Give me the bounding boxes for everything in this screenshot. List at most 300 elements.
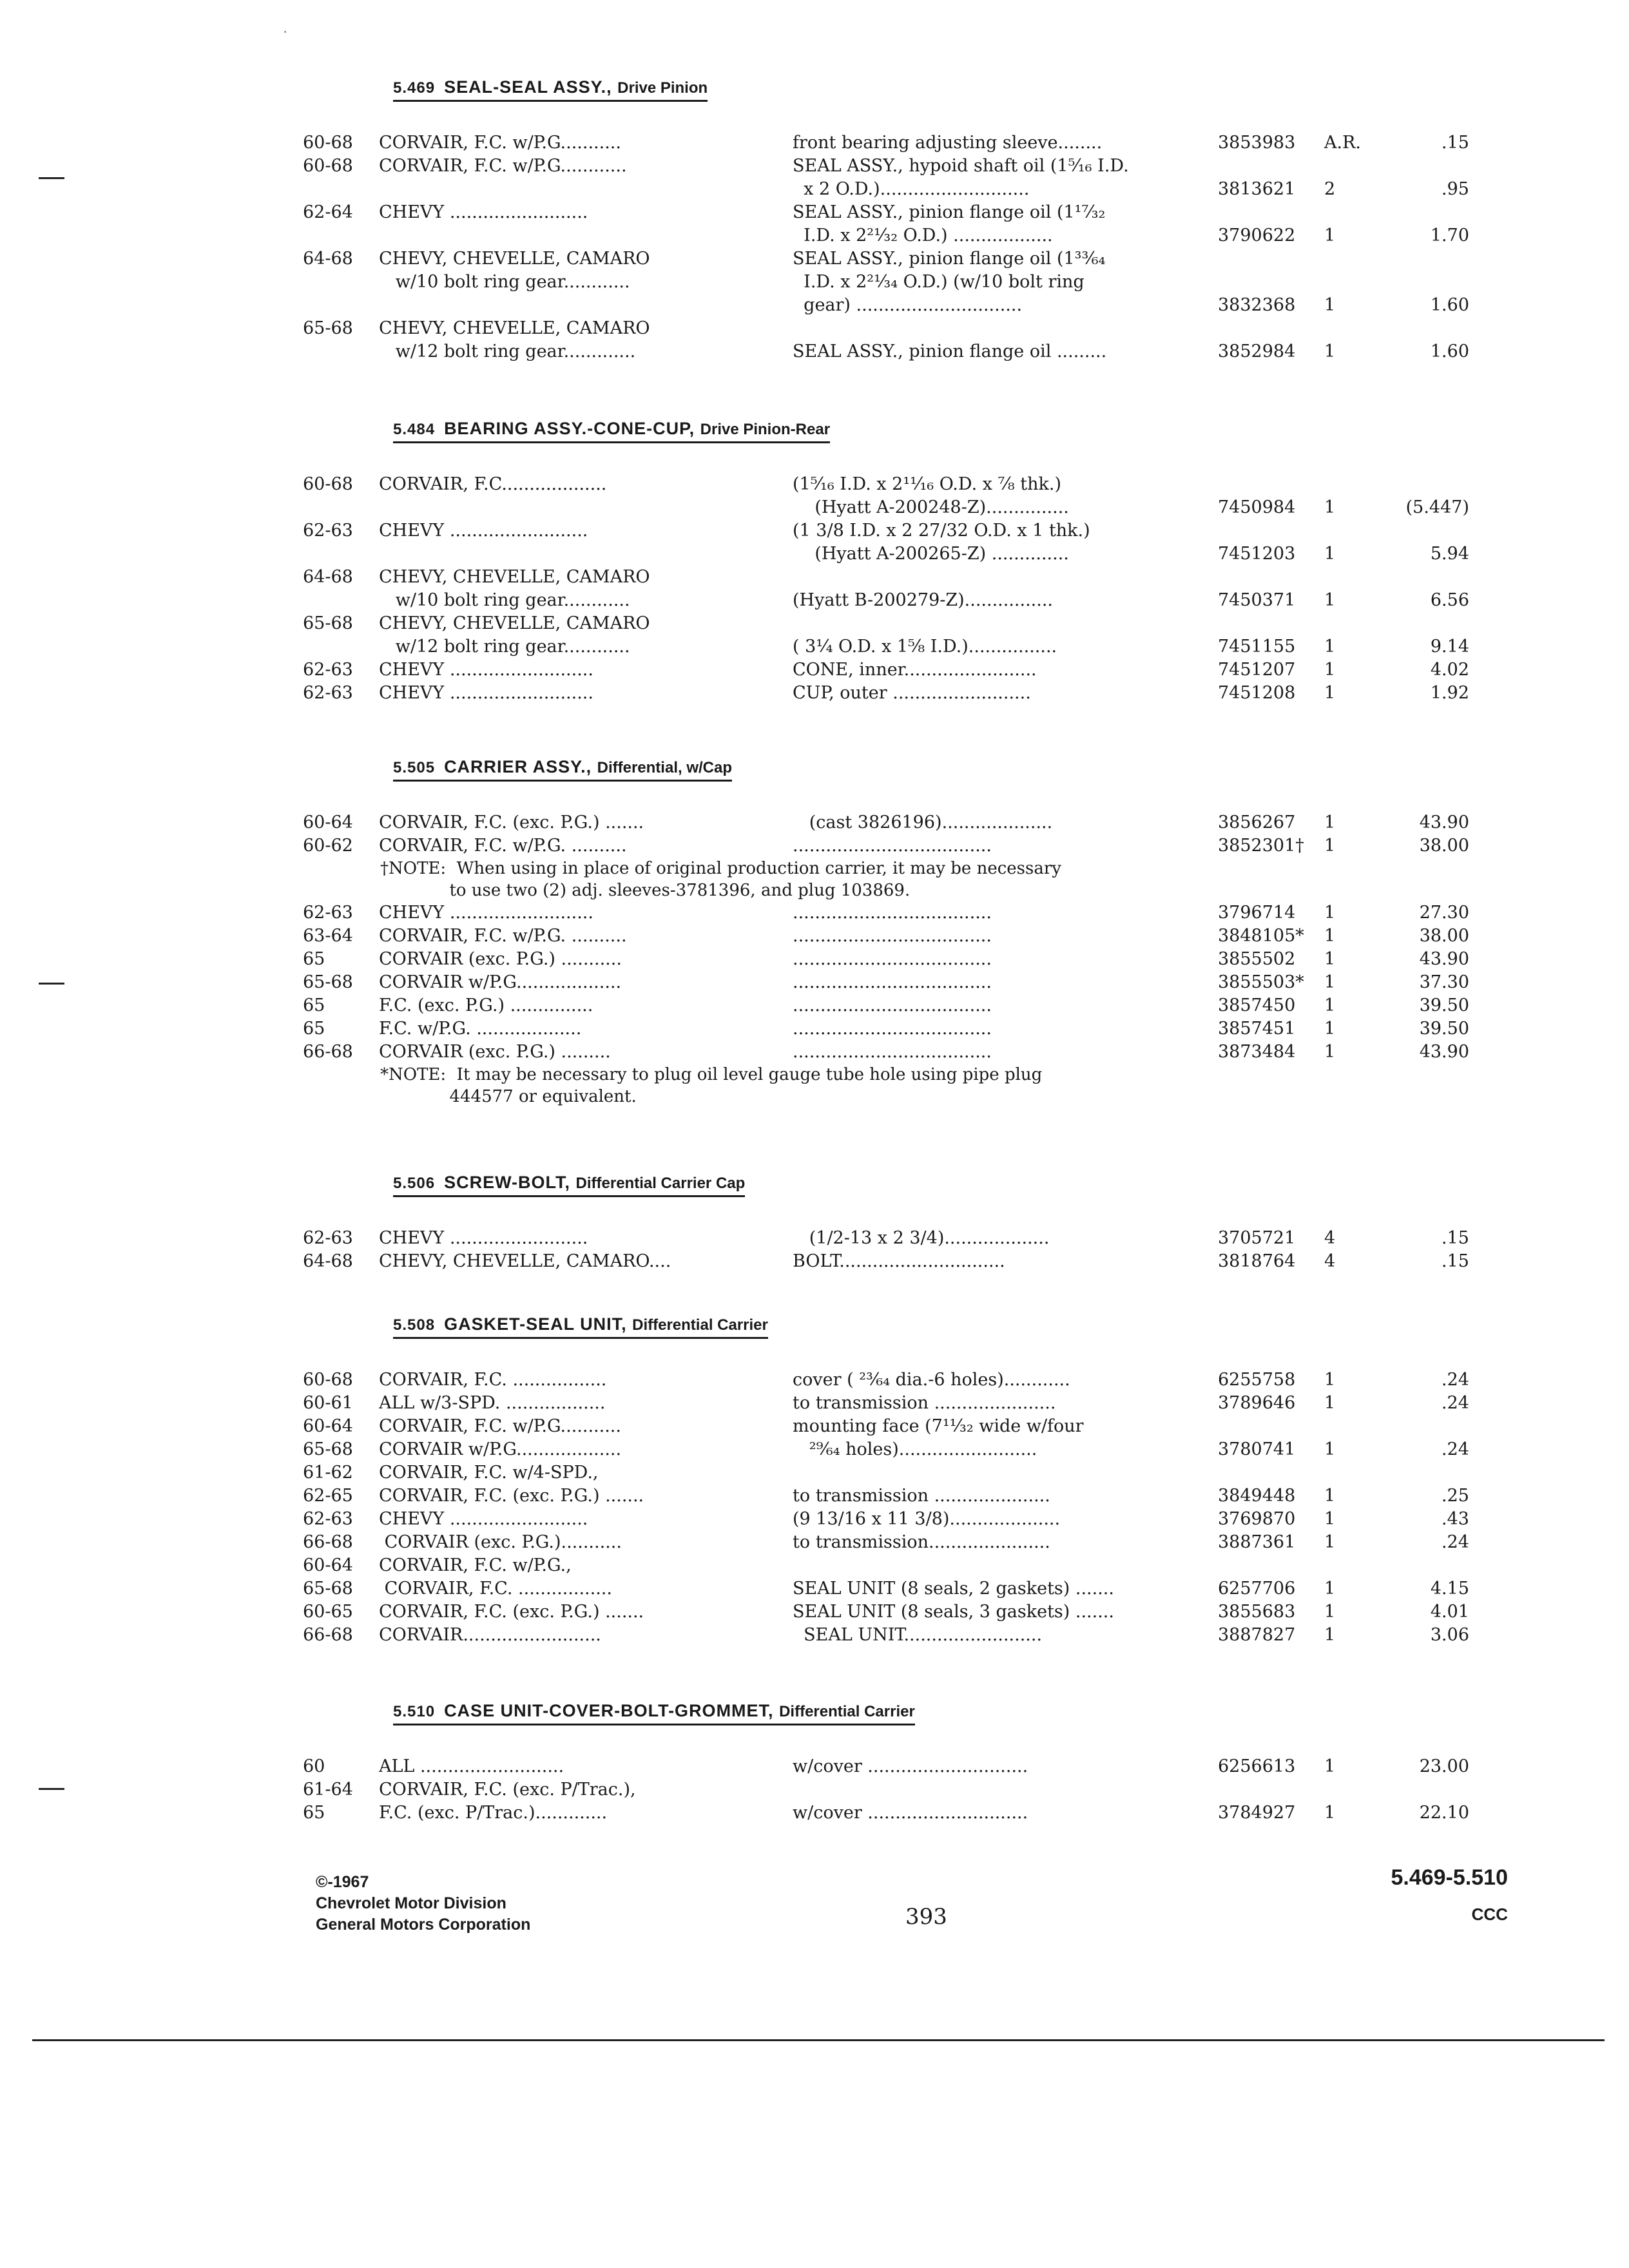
part-number: 7450371 bbox=[1218, 590, 1296, 610]
description: (Hyatt B-200279-Z)................ bbox=[793, 590, 1053, 610]
model: CORVAIR, F.C. w/4-SPD., bbox=[379, 1463, 599, 1483]
part-row bbox=[303, 1415, 1489, 1438]
quantity: 1 bbox=[1324, 972, 1336, 992]
section-5-506 bbox=[303, 1173, 1489, 1271]
model: CORVAIR, F.C. (exc. P.G.) ....... bbox=[379, 812, 644, 832]
year-range: 66-68 bbox=[303, 1042, 353, 1062]
model: CORVAIR, F.C. w/P.G. .......... bbox=[379, 836, 627, 856]
price: .15 bbox=[1441, 1251, 1469, 1271]
margin-mark bbox=[39, 177, 64, 179]
description: (Hyatt A-200248-Z)............... bbox=[793, 497, 1069, 517]
model: CORVAIR, F.C. (exc. P/Trac.), bbox=[379, 1780, 636, 1800]
part-row bbox=[303, 994, 1489, 1017]
part-number: 3849448 bbox=[1218, 1486, 1296, 1506]
part-number: 3813621 bbox=[1218, 179, 1296, 199]
section-range: 5.469-5.510 bbox=[1391, 1865, 1508, 1890]
part-number: 3887827 bbox=[1218, 1625, 1296, 1645]
part-number: 7451155 bbox=[1218, 637, 1296, 657]
part-number: 3856267 bbox=[1218, 812, 1296, 832]
part-number: 3853983 bbox=[1218, 133, 1296, 153]
year-range: 63-64 bbox=[303, 926, 353, 946]
quantity: 2 bbox=[1324, 179, 1336, 199]
footnote: *NOTE: It may be necessary to plug oil level gauge tube hole using pipe plug 444577 or equivalent. bbox=[380, 1065, 1043, 1106]
model: ALL w/3-SPD. .................. bbox=[379, 1393, 606, 1413]
section-subheading: Differential Carrier bbox=[779, 1703, 915, 1720]
description: ²⁹⁄₆₄ holes)......................... bbox=[793, 1439, 1037, 1459]
year-range: 65-68 bbox=[303, 972, 353, 992]
year-range: 62-63 bbox=[303, 903, 353, 923]
part-number: 6255758 bbox=[1218, 1370, 1296, 1390]
part-row bbox=[303, 901, 1489, 925]
description: .................................... bbox=[793, 836, 992, 856]
description: .................................... bbox=[793, 903, 992, 923]
section-subheading: Differential Carrier Cap bbox=[575, 1175, 746, 1192]
description: .................................... bbox=[793, 1042, 992, 1062]
part-number: 3796714 bbox=[1218, 903, 1296, 923]
section-subheading: Drive Pinion bbox=[617, 79, 708, 97]
price: .24 bbox=[1441, 1532, 1469, 1552]
section-title bbox=[393, 77, 708, 102]
section-number: 5.508 bbox=[393, 1316, 436, 1334]
quantity: 1 bbox=[1324, 995, 1336, 1015]
part-row bbox=[303, 1041, 1489, 1064]
price: 5.94 bbox=[1430, 544, 1469, 564]
year-range: 65 bbox=[303, 995, 325, 1015]
price: 37.30 bbox=[1419, 972, 1469, 992]
description: x 2 O.D.)........................... bbox=[793, 179, 1030, 199]
section-heading: GASKET-SEAL UNIT, bbox=[444, 1314, 627, 1334]
price: 4.02 bbox=[1430, 660, 1469, 680]
description: .................................... bbox=[793, 926, 992, 946]
description: SEAL UNIT (8 seals, 2 gaskets) ....... bbox=[793, 1579, 1114, 1599]
model: CORVAIR, F.C. (exc. P.G.) ....... bbox=[379, 1602, 644, 1622]
model: CHEVY ......................... bbox=[379, 1228, 588, 1248]
part-row bbox=[303, 340, 1489, 363]
part-row bbox=[303, 1017, 1489, 1041]
part-number: 3887361 bbox=[1218, 1532, 1296, 1552]
footnote: †NOTE: When using in place of original production carrier, it may be necessary to use two (2) adj. sleeves-3781396, and plug 103869. bbox=[380, 859, 1061, 900]
year-range: 62-63 bbox=[303, 683, 353, 703]
part-row bbox=[303, 543, 1489, 566]
description: (9 13/16 x 11 3/8).................... bbox=[793, 1509, 1061, 1529]
quantity: 1 bbox=[1324, 836, 1336, 856]
year-range: 65-68 bbox=[303, 318, 353, 338]
model: F.C. (exc. P/Trac.)............. bbox=[379, 1803, 608, 1823]
year-range: 64-68 bbox=[303, 249, 353, 269]
description: cover ( ²³⁄₆₄ dia.-6 holes)............ bbox=[793, 1370, 1070, 1390]
year-range: 64-68 bbox=[303, 1251, 353, 1271]
price: 4.15 bbox=[1430, 1579, 1469, 1599]
part-row bbox=[303, 1369, 1489, 1392]
year-range: 65-68 bbox=[303, 1579, 353, 1599]
section-subheading: Differential, w/Cap bbox=[597, 759, 732, 776]
quantity: 1 bbox=[1324, 812, 1336, 832]
quantity: 1 bbox=[1324, 1509, 1336, 1529]
description: to transmission ..................... bbox=[793, 1486, 1050, 1506]
year-range: 60-68 bbox=[303, 156, 353, 176]
price: 1.60 bbox=[1430, 295, 1469, 315]
model: CHEVY ......................... bbox=[379, 1509, 588, 1529]
price: 39.50 bbox=[1419, 1019, 1469, 1039]
model: CHEVY ......................... bbox=[379, 521, 588, 541]
quantity: 1 bbox=[1324, 1019, 1336, 1039]
part-row bbox=[303, 1392, 1489, 1415]
description: SEAL ASSY., hypoid shaft oil (1⁵⁄₁₆ I.D. bbox=[793, 156, 1129, 176]
price: 4.01 bbox=[1430, 1602, 1469, 1622]
year-range: 62-65 bbox=[303, 1486, 353, 1506]
model: w/12 bolt ring gear............. bbox=[379, 341, 636, 361]
description: ( 3¹⁄₄ O.D. x 1⁵⁄₈ I.D.)................ bbox=[793, 637, 1057, 657]
model: CHEVY, CHEVELLE, CAMARO bbox=[379, 567, 650, 587]
quantity: 4 bbox=[1324, 1228, 1336, 1248]
price: 1.92 bbox=[1430, 683, 1469, 703]
year-range: 61-62 bbox=[303, 1463, 353, 1483]
part-number: 3780741 bbox=[1218, 1439, 1296, 1459]
model: w/12 bolt ring gear............ bbox=[379, 637, 630, 657]
section-title bbox=[393, 419, 830, 443]
price: (5.447) bbox=[1405, 497, 1469, 517]
part-number: 3705721 bbox=[1218, 1228, 1296, 1248]
description: SEAL ASSY., pinion flange oil ......... bbox=[793, 341, 1107, 361]
description: SEAL UNIT (8 seals, 3 gaskets) ....... bbox=[793, 1602, 1114, 1622]
footer-range bbox=[1353, 1865, 1508, 1925]
price: 23.00 bbox=[1419, 1756, 1469, 1776]
model: CORVAIR w/P.G................... bbox=[379, 972, 622, 992]
part-number: 3852301† bbox=[1218, 836, 1304, 856]
price: 43.90 bbox=[1419, 1042, 1469, 1062]
model: CORVAIR, F.C. w/P.G........... bbox=[379, 1416, 621, 1436]
price: 9.14 bbox=[1430, 637, 1469, 657]
quantity: 1 bbox=[1324, 341, 1336, 361]
bottom-rule bbox=[32, 2039, 1605, 2041]
part-row bbox=[303, 1461, 1489, 1485]
part-row bbox=[303, 1508, 1489, 1531]
year-range: 65-68 bbox=[303, 613, 353, 633]
year-range: 65-68 bbox=[303, 1439, 353, 1459]
model: F.C. (exc. P.G.) ............... bbox=[379, 995, 593, 1015]
part-row bbox=[303, 247, 1489, 271]
year-range: 60-61 bbox=[303, 1393, 353, 1413]
section-title bbox=[393, 757, 732, 782]
description: .................................... bbox=[793, 1019, 992, 1039]
section-5-484 bbox=[303, 419, 1489, 703]
model: CHEVY ......................... bbox=[379, 202, 588, 222]
price: .24 bbox=[1441, 1370, 1469, 1390]
part-row bbox=[303, 1778, 1489, 1802]
quantity: 1 bbox=[1324, 637, 1336, 657]
part-row bbox=[303, 682, 1489, 705]
description: BOLT.............................. bbox=[793, 1251, 1005, 1271]
quantity: 1 bbox=[1324, 1370, 1336, 1390]
model: w/10 bolt ring gear............ bbox=[379, 272, 630, 292]
quantity: 1 bbox=[1324, 1625, 1336, 1645]
quantity: 1 bbox=[1324, 903, 1336, 923]
quantity: 1 bbox=[1324, 1803, 1336, 1823]
quantity: 1 bbox=[1324, 1042, 1336, 1062]
part-number: 3832368 bbox=[1218, 295, 1296, 315]
model: CORVAIR, F.C. w/P.G........... bbox=[379, 133, 621, 153]
part-number: 7451207 bbox=[1218, 660, 1296, 680]
part-number: 7451203 bbox=[1218, 544, 1296, 564]
quantity: 1 bbox=[1324, 1532, 1336, 1552]
price: 38.00 bbox=[1419, 836, 1469, 856]
model: CORVAIR w/P.G................... bbox=[379, 1439, 622, 1459]
part-number: 3873484 bbox=[1218, 1042, 1296, 1062]
model: CORVAIR, F.C. w/P.G............ bbox=[379, 156, 627, 176]
section-title bbox=[393, 1701, 915, 1725]
part-number: 3848105* bbox=[1218, 926, 1304, 946]
model: CHEVY .......................... bbox=[379, 903, 593, 923]
section-title bbox=[393, 1314, 768, 1339]
part-number: 3857450 bbox=[1218, 995, 1296, 1015]
section-number: 5.484 bbox=[393, 421, 436, 438]
quantity: 1 bbox=[1324, 226, 1336, 245]
description: w/cover ............................. bbox=[793, 1756, 1028, 1776]
year-range: 62-63 bbox=[303, 1228, 353, 1248]
year-range: 64-68 bbox=[303, 567, 353, 587]
part-row bbox=[303, 834, 1489, 858]
part-number: 3769870 bbox=[1218, 1509, 1296, 1529]
part-row bbox=[303, 1485, 1489, 1508]
section-number: 5.505 bbox=[393, 759, 436, 776]
part-row bbox=[303, 589, 1489, 612]
model: CHEVY, CHEVELLE, CAMARO.... bbox=[379, 1251, 671, 1271]
part-row bbox=[303, 1600, 1489, 1624]
section-title bbox=[393, 1173, 745, 1197]
price: .15 bbox=[1441, 133, 1469, 153]
part-row bbox=[303, 1624, 1489, 1647]
description: CUP, outer ......................... bbox=[793, 683, 1031, 703]
price: 6.56 bbox=[1430, 590, 1469, 610]
model: CHEVY, CHEVELLE, CAMARO bbox=[379, 249, 650, 269]
description: mounting face (7¹¹⁄₃₂ wide w/four bbox=[793, 1416, 1084, 1436]
model: CHEVY .......................... bbox=[379, 660, 593, 680]
part-row bbox=[303, 1531, 1489, 1554]
part-row bbox=[303, 201, 1489, 224]
page-number: 393 bbox=[905, 1904, 947, 1930]
quantity: 1 bbox=[1324, 926, 1336, 946]
part-row bbox=[303, 635, 1489, 658]
stray-dot: · bbox=[284, 26, 287, 38]
part-row bbox=[303, 566, 1489, 589]
part-row bbox=[303, 1554, 1489, 1577]
year-range: 61-64 bbox=[303, 1780, 353, 1800]
section-number: 5.506 bbox=[393, 1175, 436, 1192]
model: CHEVY, CHEVELLE, CAMARO bbox=[379, 613, 650, 633]
section-heading: SCREW-BOLT, bbox=[444, 1173, 571, 1192]
model: CORVAIR, F.C. ................. bbox=[379, 1370, 607, 1390]
section-number: 5.510 bbox=[393, 1703, 436, 1720]
year-range: 60 bbox=[303, 1756, 325, 1776]
part-row bbox=[303, 971, 1489, 994]
part-number: 3855502 bbox=[1218, 949, 1296, 969]
section-5-508 bbox=[303, 1314, 1489, 1645]
description: (cast 3826196).................... bbox=[793, 812, 1053, 832]
part-number: 6256613 bbox=[1218, 1756, 1296, 1776]
model: ALL .......................... bbox=[379, 1756, 564, 1776]
year-range: 62-64 bbox=[303, 202, 353, 222]
model: F.C. w/P.G. ................... bbox=[379, 1019, 582, 1039]
description: SEAL UNIT......................... bbox=[793, 1625, 1043, 1645]
part-row bbox=[303, 948, 1489, 971]
year-range: 65 bbox=[303, 949, 325, 969]
quantity: 1 bbox=[1324, 683, 1336, 703]
copyright: ©-1967 bbox=[316, 1873, 369, 1891]
part-row bbox=[303, 612, 1489, 635]
quantity: 4 bbox=[1324, 1251, 1336, 1271]
catalog-code: CCC bbox=[1471, 1905, 1508, 1924]
model: CHEVY .......................... bbox=[379, 683, 593, 703]
part-number: 7450984 bbox=[1218, 497, 1296, 517]
year-range: 66-68 bbox=[303, 1625, 353, 1645]
quantity: 1 bbox=[1324, 295, 1336, 315]
part-number: 7451208 bbox=[1218, 683, 1296, 703]
price: 3.06 bbox=[1430, 1625, 1469, 1645]
section-5-469 bbox=[303, 77, 1489, 361]
part-row bbox=[303, 1577, 1489, 1600]
margin-mark bbox=[39, 1788, 64, 1790]
description: SEAL ASSY., pinion flange oil (1¹⁷⁄₃₂ bbox=[793, 202, 1106, 222]
model: CORVAIR (exc. P.G.)........... bbox=[379, 1532, 622, 1552]
model: CHEVY, CHEVELLE, CAMARO bbox=[379, 318, 650, 338]
part-row bbox=[303, 294, 1489, 317]
quantity: 1 bbox=[1324, 544, 1336, 564]
section-heading: SEAL-SEAL ASSY., bbox=[444, 77, 612, 97]
footer-publisher bbox=[316, 1872, 530, 1936]
quantity: 1 bbox=[1324, 1602, 1336, 1622]
part-row bbox=[303, 271, 1489, 294]
section-subheading: Drive Pinion-Rear bbox=[700, 421, 831, 438]
price: 27.30 bbox=[1419, 903, 1469, 923]
price: .15 bbox=[1441, 1228, 1469, 1248]
section-number: 5.469 bbox=[393, 79, 436, 97]
description: .................................... bbox=[793, 972, 992, 992]
price: 1.60 bbox=[1430, 341, 1469, 361]
year-range: 60-64 bbox=[303, 1416, 353, 1436]
year-range: 60-68 bbox=[303, 474, 353, 494]
part-number: 3789646 bbox=[1218, 1393, 1296, 1413]
price: .24 bbox=[1441, 1393, 1469, 1413]
part-row bbox=[303, 925, 1489, 948]
model: CORVAIR, F.C. ................. bbox=[379, 1579, 612, 1599]
part-number: 6257706 bbox=[1218, 1579, 1296, 1599]
model: w/10 bolt ring gear............ bbox=[379, 590, 630, 610]
year-range: 65 bbox=[303, 1019, 325, 1039]
description: I.D. x 2²¹⁄₃₄ O.D.) (w/10 bolt ring bbox=[793, 272, 1084, 292]
model: CORVAIR, F.C................... bbox=[379, 474, 607, 494]
corporation: General Motors Corporation bbox=[316, 1916, 531, 1934]
section-heading: BEARING ASSY.-CONE-CUP, bbox=[444, 419, 695, 438]
price: 39.50 bbox=[1419, 995, 1469, 1015]
quantity: 1 bbox=[1324, 660, 1336, 680]
quantity: 1 bbox=[1324, 1393, 1336, 1413]
part-row bbox=[303, 496, 1489, 519]
quantity: 1 bbox=[1324, 497, 1336, 517]
year-range: 60-65 bbox=[303, 1602, 353, 1622]
description: (1⁵⁄₁₆ I.D. x 2¹¹⁄₁₆ O.D. x ⁷⁄₈ thk.) bbox=[793, 474, 1061, 494]
part-row bbox=[303, 811, 1489, 834]
model: CORVAIR, F.C. w/P.G., bbox=[379, 1555, 572, 1575]
year-range: 60-68 bbox=[303, 1370, 353, 1390]
quantity: A.R. bbox=[1324, 133, 1361, 153]
description: .................................... bbox=[793, 949, 992, 969]
part-row bbox=[303, 155, 1489, 178]
part-row bbox=[303, 1250, 1489, 1273]
division: Chevrolet Motor Division bbox=[316, 1894, 506, 1912]
margin-mark bbox=[39, 983, 64, 985]
description: to transmission ...................... bbox=[793, 1393, 1056, 1413]
part-row bbox=[303, 1802, 1489, 1825]
price: .24 bbox=[1441, 1439, 1469, 1459]
part-row bbox=[303, 1755, 1489, 1778]
part-row bbox=[303, 473, 1489, 496]
price: 43.90 bbox=[1419, 949, 1469, 969]
quantity: 1 bbox=[1324, 1486, 1336, 1506]
quantity: 1 bbox=[1324, 590, 1336, 610]
part-row bbox=[303, 131, 1489, 155]
price: 38.00 bbox=[1419, 926, 1469, 946]
price: 22.10 bbox=[1419, 1803, 1469, 1823]
price: .25 bbox=[1441, 1486, 1469, 1506]
part-row bbox=[303, 224, 1489, 247]
year-range: 60-68 bbox=[303, 133, 353, 153]
part-number: 3784927 bbox=[1218, 1803, 1296, 1823]
price: 43.90 bbox=[1419, 812, 1469, 832]
section-5-505 bbox=[303, 757, 1489, 1106]
year-range: 60-62 bbox=[303, 836, 353, 856]
price: 1.70 bbox=[1430, 226, 1469, 245]
model: CORVAIR, F.C. w/P.G. .......... bbox=[379, 926, 627, 946]
year-range: 62-63 bbox=[303, 1509, 353, 1529]
quantity: 1 bbox=[1324, 1439, 1336, 1459]
year-range: 62-63 bbox=[303, 660, 353, 680]
part-number: 3818764 bbox=[1218, 1251, 1296, 1271]
year-range: 60-64 bbox=[303, 1555, 353, 1575]
part-number: 3857451 bbox=[1218, 1019, 1296, 1039]
part-row bbox=[303, 1227, 1489, 1250]
part-number: 3852984 bbox=[1218, 341, 1296, 361]
price: .43 bbox=[1441, 1509, 1469, 1529]
description: (Hyatt A-200265-Z) .............. bbox=[793, 544, 1069, 564]
year-range: 62-63 bbox=[303, 521, 353, 541]
price: .95 bbox=[1441, 179, 1469, 199]
year-range: 60-64 bbox=[303, 812, 353, 832]
part-row bbox=[303, 178, 1489, 201]
part-row bbox=[303, 1438, 1489, 1461]
model: CORVAIR (exc. P.G.) ......... bbox=[379, 1042, 611, 1062]
section-5-510 bbox=[303, 1701, 1489, 1823]
year-range: 65 bbox=[303, 1803, 325, 1823]
model: CORVAIR (exc. P.G.) ........... bbox=[379, 949, 622, 969]
quantity: 1 bbox=[1324, 1579, 1336, 1599]
quantity: 1 bbox=[1324, 949, 1336, 969]
description: front bearing adjusting sleeve........ bbox=[793, 133, 1103, 153]
description: w/cover ............................. bbox=[793, 1803, 1028, 1823]
description: CONE, inner........................ bbox=[793, 660, 1037, 680]
description: I.D. x 2²¹⁄₃₂ O.D.) .................. bbox=[793, 226, 1053, 245]
year-range: 66-68 bbox=[303, 1532, 353, 1552]
part-row bbox=[303, 519, 1489, 543]
part-number: 3855503* bbox=[1218, 972, 1304, 992]
section-subheading: Differential Carrier bbox=[632, 1316, 768, 1334]
description: (1 3/8 I.D. x 2 27/32 O.D. x 1 thk.) bbox=[793, 521, 1090, 541]
part-row bbox=[303, 317, 1489, 340]
part-number: 3855683 bbox=[1218, 1602, 1296, 1622]
model: CORVAIR......................... bbox=[379, 1625, 601, 1645]
description: (1/2-13 x 2 3/4)................... bbox=[793, 1228, 1050, 1248]
section-heading: CARRIER ASSY., bbox=[444, 757, 592, 776]
quantity: 1 bbox=[1324, 1756, 1336, 1776]
